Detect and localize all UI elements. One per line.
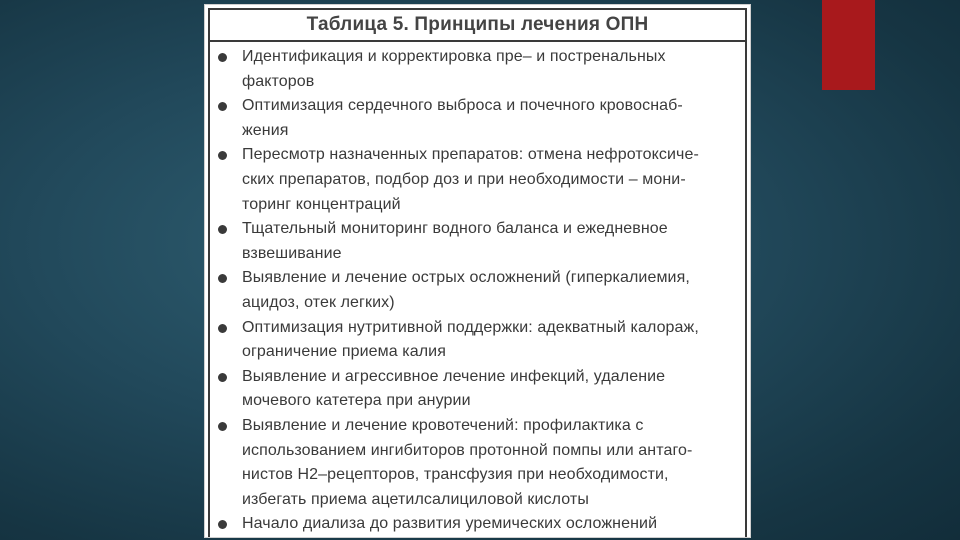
list-item-text: Идентификация и корректировка пре– и постренальных факторов (242, 48, 666, 90)
list-item-text: Пересмотр назначенных препаратов: отмена нефротоксиче- ских препаратов, подбор доз и при необходимости – мони- торинг концентраций (242, 146, 699, 213)
list-item-text: Оптимизация сердечного выброса и почечного кровоснаб- жения (242, 97, 683, 139)
list-item (218, 414, 739, 512)
bullet-icon (218, 266, 242, 283)
accent-bar (822, 0, 875, 90)
table-title: Таблица 5. Принципы лечения ОПН (210, 10, 745, 42)
principles-list (210, 45, 745, 537)
list-item-text: Выявление и лечение острых осложнений (гиперкалиемия, ацидоз, отек легких) (242, 269, 690, 311)
bullet-icon (218, 365, 242, 382)
list-item-text: Выявление и лечение кровотечений: профилактика с использованием ингибиторов протонной помпы или антаго- нистов Н2–рецепторов, трансфузия при необходимости, избегать приема ацетилсалициловой кислоты (242, 416, 693, 508)
list-item (218, 316, 739, 365)
list-item (218, 266, 739, 315)
bullet-icon (218, 414, 242, 431)
bullet-icon (218, 143, 242, 160)
list-item-text: Выявление и агрессивное лечение инфекций, удаление мочевого катетера при анурии (242, 367, 666, 410)
list-item (218, 143, 739, 217)
bullet-icon (218, 217, 242, 234)
bullet-icon (218, 94, 242, 111)
list-item (218, 365, 739, 414)
list-item (218, 45, 739, 94)
list-item-text: Начало диализа до развития уремических осложнений (242, 515, 658, 533)
list-item (218, 512, 739, 537)
list-item (218, 217, 739, 266)
table (208, 8, 747, 537)
table-image (204, 4, 751, 538)
bullet-icon (218, 316, 242, 333)
bullet-icon (218, 512, 242, 529)
list-item-text: Тщательный мониторинг водного баланса и ежедневное взвешивание (242, 220, 668, 262)
list-item-text: Оптимизация нутритивной поддержки: адекватный калораж, ограничение приема калия (242, 318, 699, 361)
list-item (218, 94, 739, 143)
bullet-icon (218, 45, 242, 62)
